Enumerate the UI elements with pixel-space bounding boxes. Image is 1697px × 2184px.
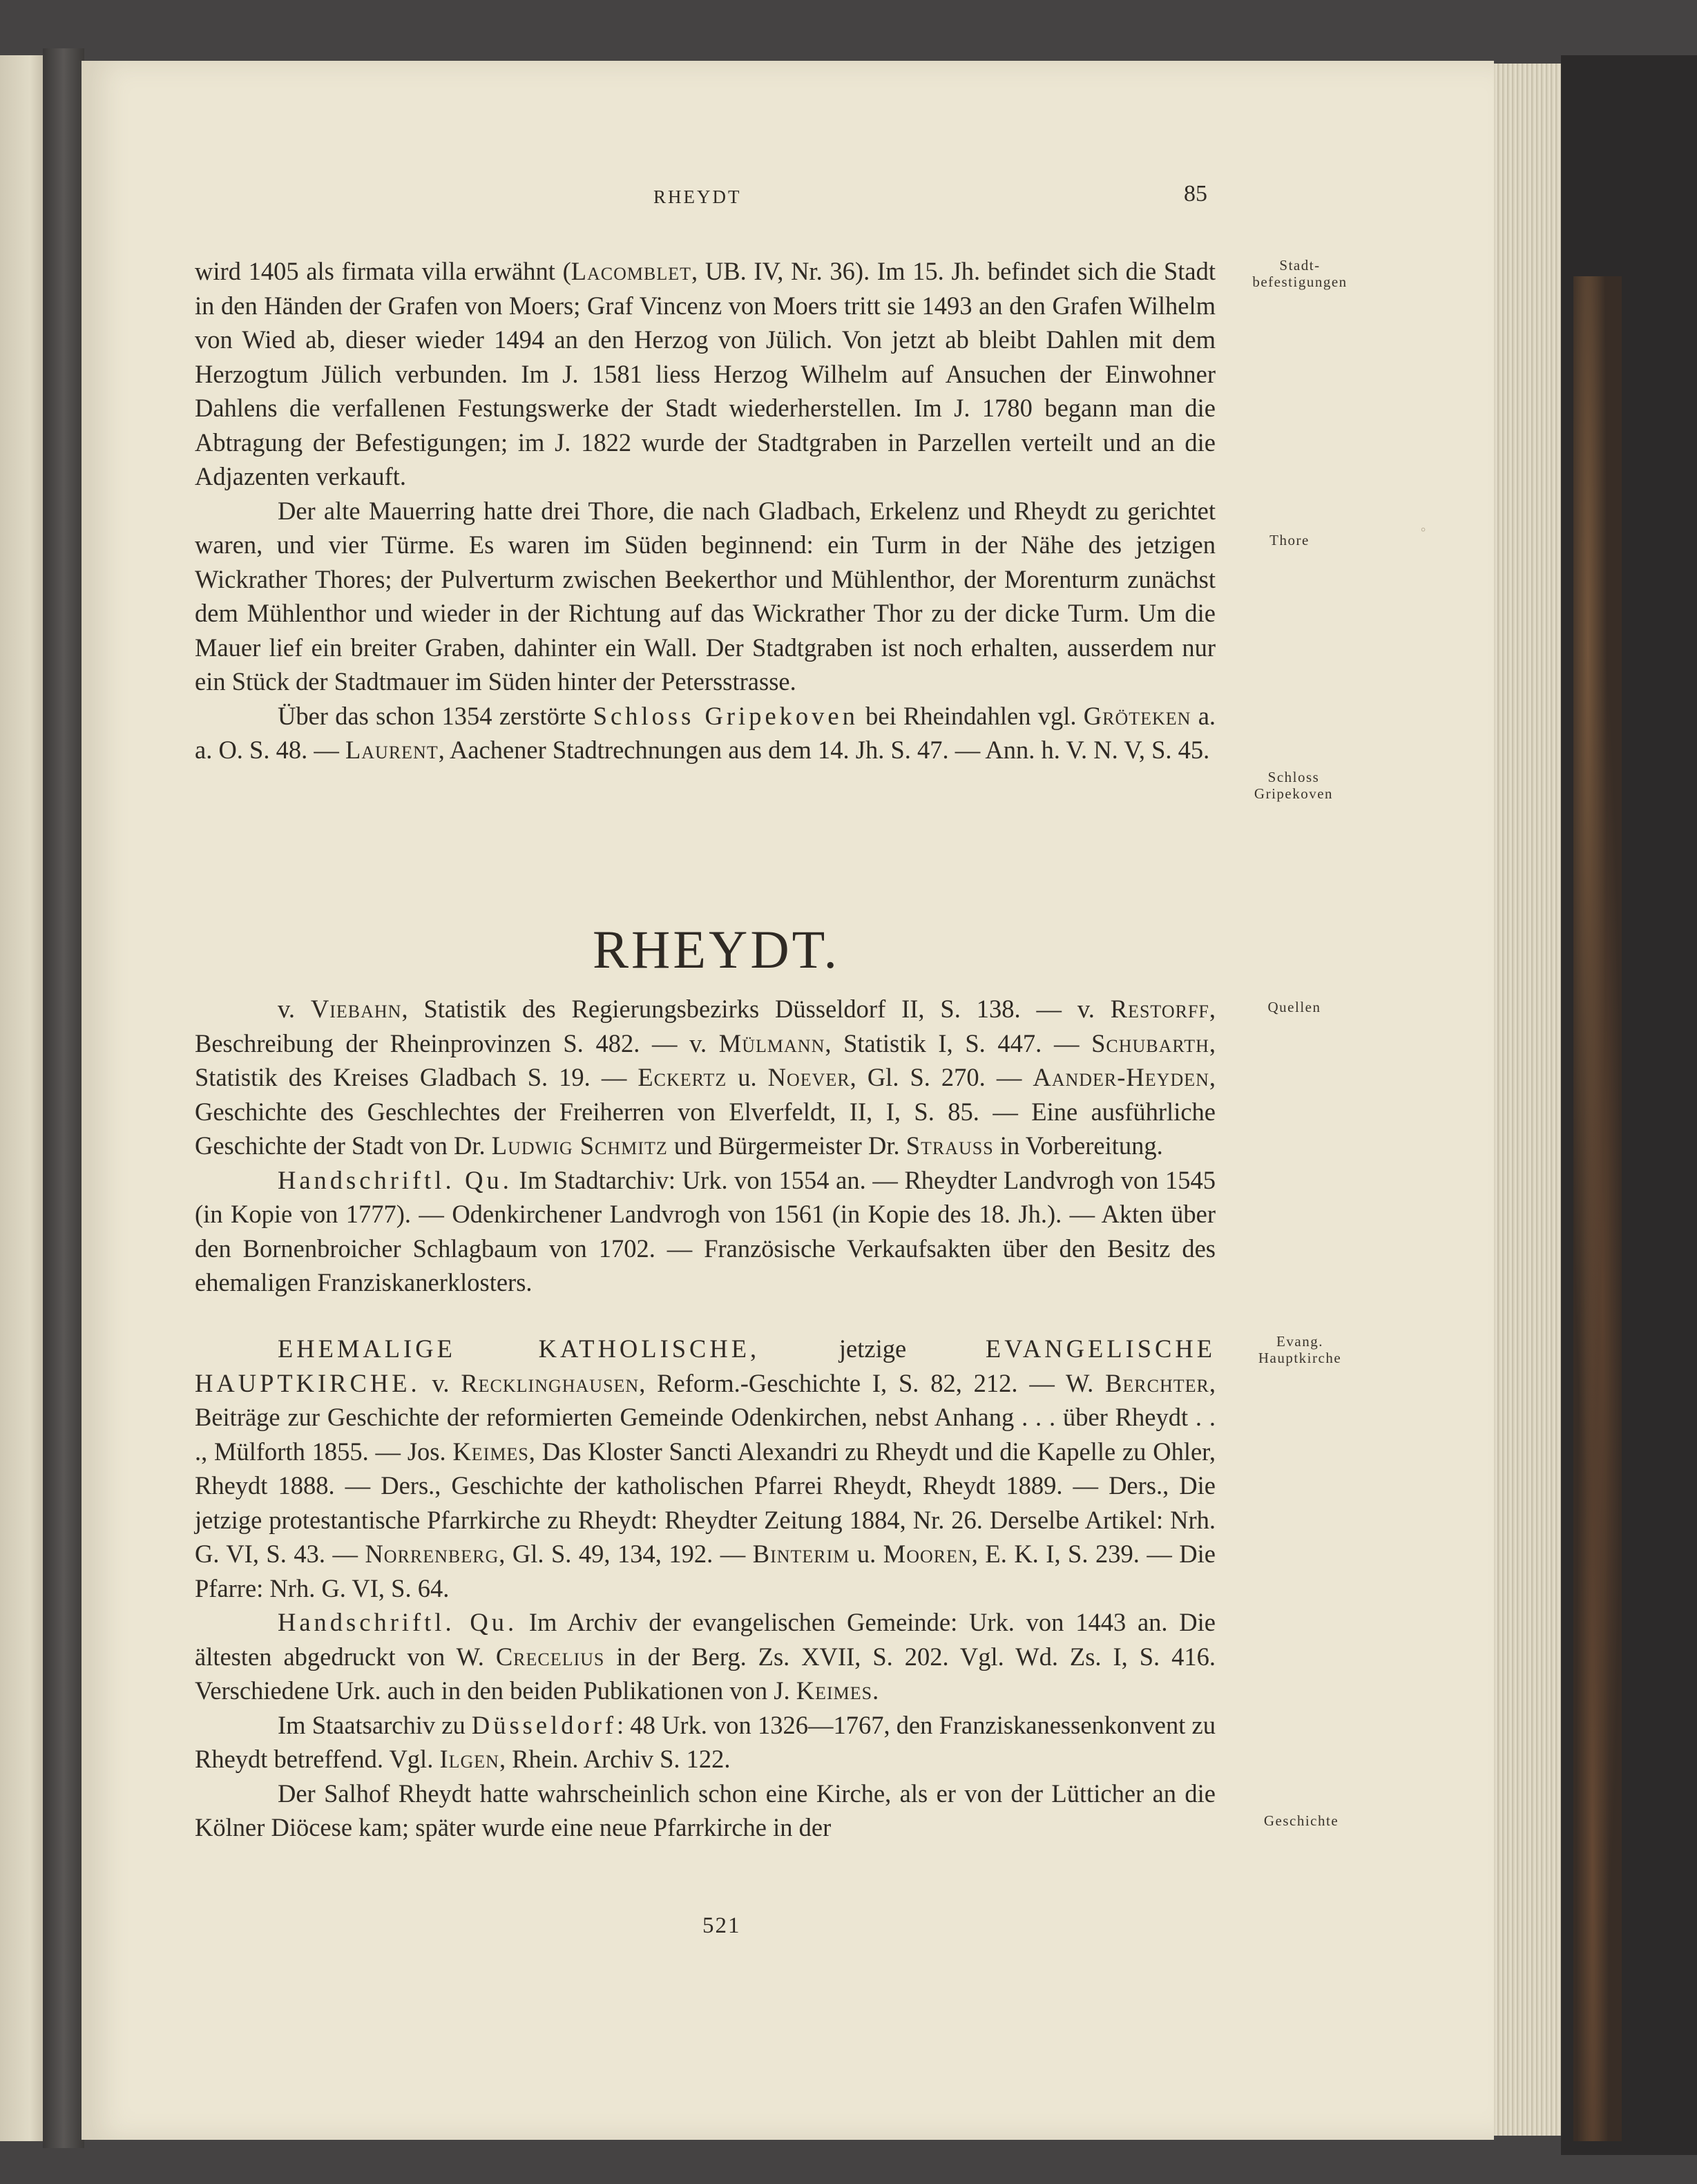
page-number: 85 [1184, 181, 1207, 207]
paragraph-geschichte: Der Salhof Rheydt hatte wahrscheinlich schon eine Kirche, als er von der Lütticher an die Kölner Diöcese kam; später wurde eine neue Pfarrkirche in der [195, 1779, 1216, 1841]
spaced-term: Handschriftl. Qu. [278, 1608, 518, 1636]
text: bei Rheindahlen vgl. [858, 701, 1084, 730]
paragraph-handschriftl [195, 1163, 1216, 1300]
margin-note-thore: Thore [1269, 532, 1310, 548]
text: Im Staatsarchiv zu [278, 1710, 472, 1739]
page-edges [1485, 64, 1561, 2136]
text: u. [727, 1063, 768, 1091]
author-name: Keimes [452, 1437, 529, 1466]
text: Über das schon 1354 zerstörte [278, 701, 593, 730]
text: in der Berg. Zs. XVII, S. 202. Vgl. Wd. Zs. I, S. 416. Verschiedene Urk. auch in den beiden Publikationen von J. [195, 1642, 1216, 1705]
author-name: Berchter [1105, 1368, 1209, 1397]
text: : 48 Urk. von 1326—1767, den Franziskanessenkonvent zu Rheydt betreffend. Vgl. [195, 1710, 1216, 1773]
text: u. [850, 1540, 883, 1568]
author-name: Lacomblet [571, 257, 692, 285]
text: , Beiträge zur Geschichte der reformierten Gemeinde Odenkirchen, nebst Anhang . . . über Rheydt . . ., Mülforth 1855. — Jos. [195, 1368, 1216, 1466]
margin-note-geschichte: Geschichte [1263, 1812, 1339, 1829]
text: wird 1405 als firmata villa erwähnt ( [195, 257, 571, 285]
paragraph-kirche-quellen [195, 1332, 1216, 1605]
author-name: Mooren [883, 1540, 972, 1568]
text: v. [278, 995, 311, 1023]
author-name: Restorff [1110, 995, 1209, 1023]
author-name: Norrenberg [365, 1540, 499, 1568]
section-title: RHEYDT. [593, 919, 841, 979]
text: . [872, 1676, 879, 1705]
author-name: Gröteken [1083, 701, 1191, 730]
text: , Geschichte des Geschlechtes der Freiherren von Elverfeldt, II, I, S. 85. — Eine ausführliche Geschichte der Stadt von Dr. [195, 1063, 1216, 1160]
margin-text: Evang. Hauptkirche [1258, 1333, 1342, 1366]
running-head: RHEYDT [653, 186, 742, 207]
book-gutter [43, 48, 84, 2148]
text: , E. K. I, S. 239. — Die Pfarre: Nrh. G. VI, S. 64. [195, 1540, 1216, 1602]
text: Im Archiv der evangelischen Gemeinde: Urk. von 1443 an. Die ältesten abgedruckt von W. [195, 1608, 1216, 1671]
paragraph-quellen [195, 992, 1216, 1163]
left-page-edge [0, 55, 43, 2141]
margin-note-quellen: Quellen [1267, 999, 1321, 1015]
dahlen-section [195, 254, 1216, 767]
margin-note-evang [1231, 1333, 1369, 1366]
author-name: Mülmann [718, 1028, 825, 1057]
text: , Statistik des Regierungsbezirks Düsseldorf II, S. 138. — v. [401, 995, 1111, 1023]
author-name: Ilgen [439, 1745, 499, 1773]
text: , Rhein. Archiv S. 122. [499, 1745, 731, 1773]
spaced-term: Düsseldorf [471, 1710, 617, 1739]
author-name: Ludwig Schmitz [491, 1131, 668, 1160]
author-name: Keimes [796, 1676, 873, 1705]
author-name: Schubarth [1091, 1028, 1209, 1057]
kirche-section [195, 1332, 1216, 1845]
margin-text: Stadt- befestigungen [1252, 257, 1348, 290]
text: , Statistik I, S. 447. — [825, 1028, 1092, 1057]
margin-text: Schloss Gripekoven [1254, 769, 1334, 802]
author-name: Aander-Heyden [1033, 1063, 1209, 1091]
paper-speck: ° [1421, 525, 1426, 539]
author-name: Crecelius [495, 1642, 605, 1671]
paragraph-thore: Der alte Mauerring hatte drei Thore, die nach Gladbach, Erkelenz und Rheydt zu gerichtet waren, und vier Türme. Es waren im Süden beginnend: ein Turm in der Nähe des jetzigen Wickrather Thores; der Pulverturm zwischen Beekerthor und Mühlenthor, der Morenturm zunächst dem Mühlenthor und wieder in der Richtung auf das Wickrather Thor zu der dicke Turm. Um die Mauer lief ein breiter Graben, dahinter ein Wall. Der Stadtgraben ist noch erhalten, ausserdem nur ein Stück der Stadtmauer im Süden hinter der Petersstrasse. [195, 496, 1216, 696]
text: Im Stadtarchiv: Urk. von 1554 an. — Rheydter Landvrogh von 1545 (in Kopie von 1777). — Odenkirchener Landvrogh von 1561 (in Kopie des 18. Jh.). — Akten über den Bornenbroicher Schlagbaum von 1702. — Französische Verkaufsakten über den Besitz des ehemaligen Franziskanerklosters. [195, 1165, 1216, 1296]
author-name: Strauss [905, 1131, 994, 1160]
quellen-section [195, 992, 1216, 1300]
text: , Statistik des Kreises Gladbach S. 19. — [195, 1028, 1216, 1091]
spaced-term: EVANGELISCHE HAUPTKIRCHE. [195, 1334, 1216, 1397]
text: , Beschreibung der Rheinprovinzen S. 482. — v. [195, 995, 1216, 1057]
author-name: Binterim [752, 1540, 850, 1568]
text: jetzige [760, 1334, 986, 1363]
author-name: Eckertz [637, 1063, 727, 1091]
text: , Das Kloster Sancti Alexandri zu Rheydt und die Kapelle zu Ohler, Rheydt 1888. — Ders., Geschichte der katholischen Pfarrei Rheydt, Rheydt 1889. — Ders., Die jetzige protestantische Pfarrkirche zu Rheydt: Rheydter Zeitung 1884, Nr. 26. Derselbe Artikel: Nrh. G. VI, S. 43. — [195, 1437, 1216, 1568]
marbled-cover-edge [1573, 276, 1622, 2141]
signature-mark: 521 [702, 1913, 741, 1938]
margin-note-stadtbefestigungen [1231, 257, 1369, 290]
author-name: Laurent [345, 736, 439, 764]
paragraph-staatsarchiv [195, 1708, 1216, 1776]
text: , Aachener Stadtrechnungen aus dem 14. Jh. S. 47. — Ann. h. V. N. V, S. 45. [438, 736, 1210, 764]
text: , UB. IV, Nr. 36). Im 15. Jh. befindet sich die Stadt in den Händen der Grafen von Moers; Graf Vincenz von Moers tritt sie 1493 an den Grafen Wilhelm von Wied ab, dieser wieder 1494 an den Herzog von Jülich. Von jetzt ab bleibt Dahlen mit dem Herzogtum Jülich verbunden. Im J. 1581 liess Herzog Wilhelm auf Ansuchen der Einwohner Dahlens die verfallenen Festungswerke der Stadt wiederherstellen. Im J. 1780 begann man die Abtragung der Befestigungen; im J. 1822 wurde der Stadtgraben in Parzellen verteilt und an die Adjazenten verkauft. [195, 257, 1216, 490]
text: v. [420, 1368, 461, 1397]
spaced-term: Handschriftl. Qu. [278, 1165, 512, 1194]
spaced-term: Schloss Gripekoven [593, 701, 859, 730]
paragraph-befestigung [195, 254, 1216, 494]
author-name: Noever [767, 1063, 850, 1091]
text: , Gl. S. 270. — [850, 1063, 1033, 1091]
author-name: Recklinghausen [461, 1368, 640, 1397]
text: , Reform.-Geschichte I, S. 82, 212. — W. [639, 1368, 1106, 1397]
author-name: Viebahn [310, 995, 402, 1023]
text: , Gl. S. 49, 134, 192. — [499, 1540, 753, 1568]
spaced-term: EHEMALIGE KATHOLISCHE, [278, 1334, 760, 1363]
text: a. a. O. S. 48. — [195, 701, 1216, 764]
text: in Vorbereitung. [993, 1131, 1163, 1160]
paragraph-kirche-handschriftl [195, 1605, 1216, 1708]
margin-note-schloss [1242, 769, 1345, 802]
text: und Bürgermeister Dr. [667, 1131, 906, 1160]
paragraph-schloss [195, 699, 1216, 767]
